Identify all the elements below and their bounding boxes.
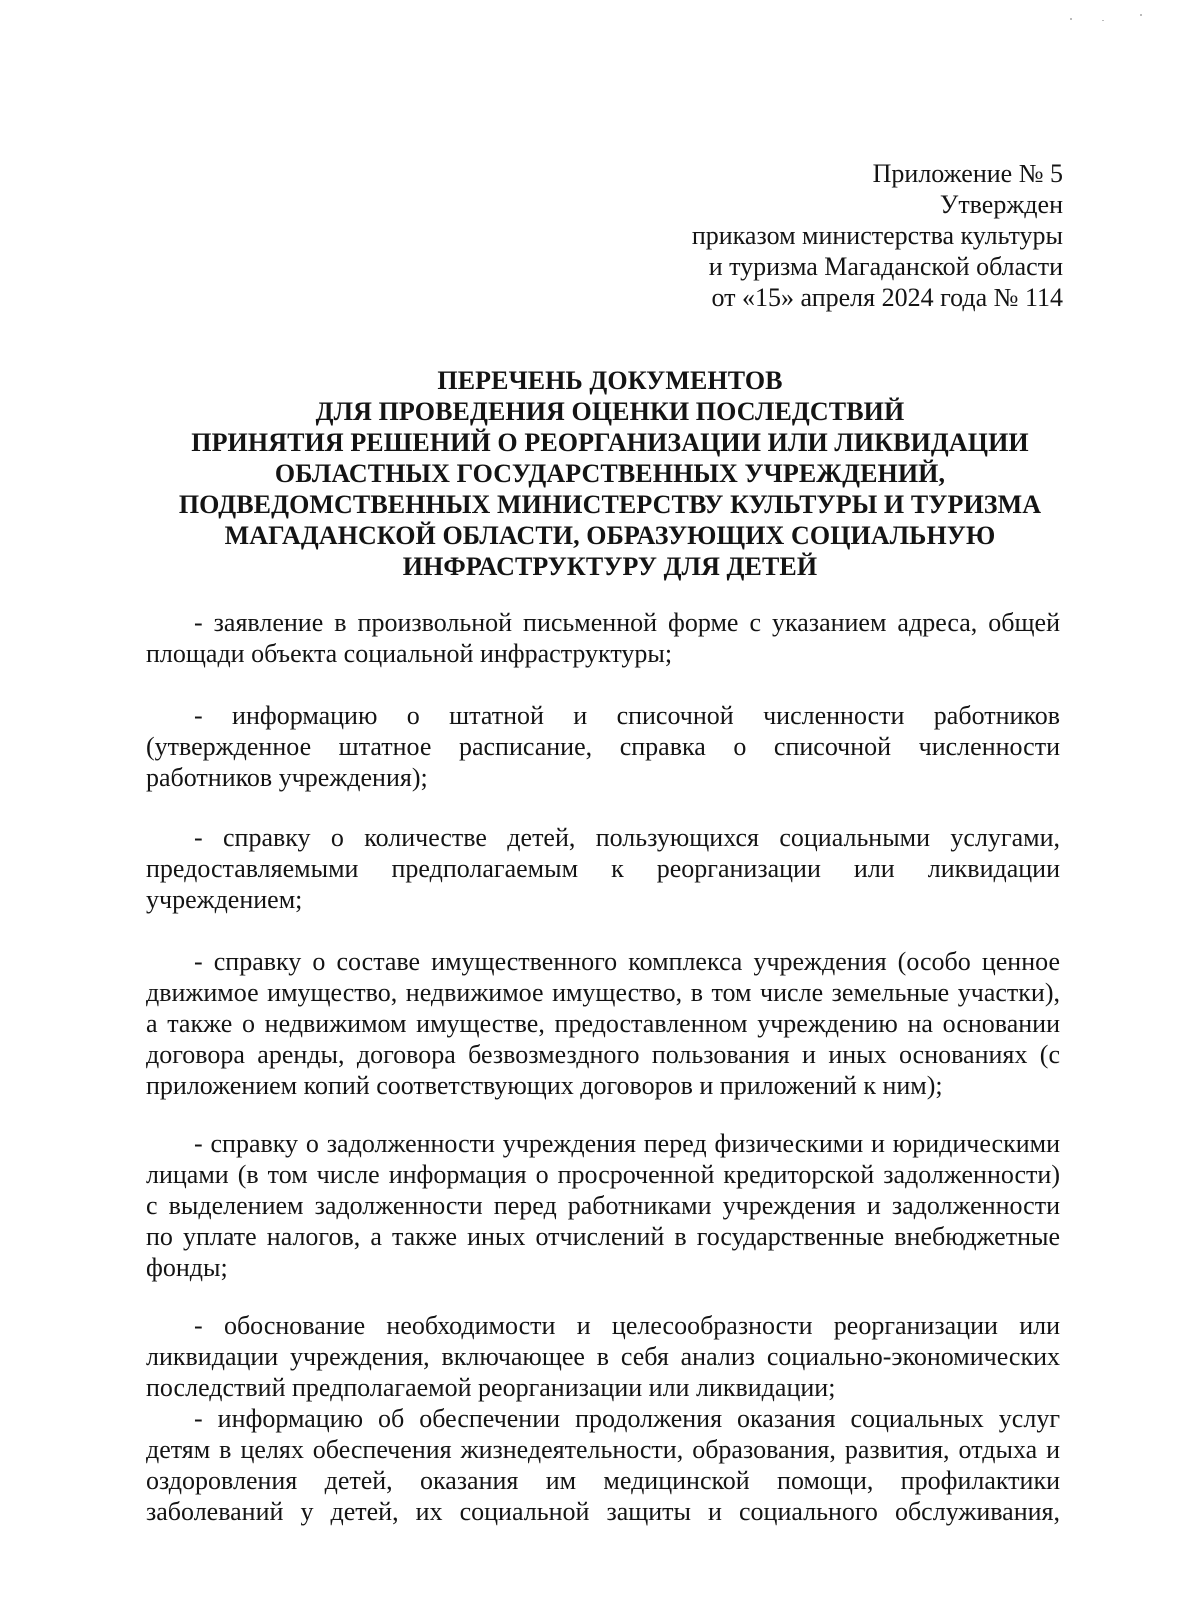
list-item-children-count bbox=[146, 822, 1060, 915]
paragraph-line: - информацию об обеспечении продолжения оказания социальных услуг bbox=[194, 1404, 1060, 1433]
paragraph-line: ликвидации учреждения, включающее в себя анализ социально-экономических bbox=[146, 1342, 1060, 1371]
paragraph-line: фонды; bbox=[146, 1253, 228, 1282]
paragraph-line: - справку о задолженности учреждения перед физическими и юридическими bbox=[194, 1129, 1060, 1158]
scan-speck bbox=[1102, 20, 1104, 21]
approved-label: Утвержден bbox=[939, 190, 1063, 219]
paragraph-line: - справку о составе имущественного комплекса учреждения (особо ценное bbox=[194, 947, 1060, 976]
list-item-application bbox=[146, 607, 1060, 669]
paragraph-line: а также о недвижимом имуществе, предоставленном учреждению на основании bbox=[146, 1009, 1060, 1038]
paragraph-line: детям в целях обеспечения жизнедеятельности, образования, развития, отдыха и bbox=[146, 1435, 1060, 1464]
appendix-number: Приложение № 5 bbox=[872, 159, 1063, 188]
paragraph-line: заболеваний у детей, их социальной защиты и социального обслуживания, bbox=[146, 1497, 1060, 1526]
paragraph-line: приложением копий соответствующих договоров и приложений к ним); bbox=[146, 1071, 943, 1100]
title-line: ПОДВЕДОМСТВЕННЫХ МИНИСТЕРСТВУ КУЛЬТУРЫ И ТУРИЗМА bbox=[178, 490, 1042, 519]
paragraph-line: лицами (в том числе информация о просроченной кредиторской задолженности) bbox=[146, 1160, 1060, 1189]
approval-order-line-2: и туризма Магаданской области bbox=[708, 252, 1063, 281]
paragraph-line: - информацию о штатной и списочной численности работников bbox=[194, 701, 1060, 730]
paragraph-line: - справку о количестве детей, пользующихся социальными услугами, bbox=[194, 823, 1060, 852]
paragraph-line: площади объекта социальной инфраструктуры; bbox=[146, 639, 673, 668]
paragraph-line: учреждением; bbox=[146, 885, 303, 914]
list-item-service-continuity bbox=[146, 1403, 1060, 1527]
paragraph-line: договора аренды, договора безвозмездного пользования и иных основаниях (с bbox=[146, 1040, 1060, 1069]
paragraph-line: - обоснование необходимости и целесообразности реорганизации или bbox=[194, 1311, 1060, 1340]
list-item-property-complex bbox=[146, 946, 1060, 1101]
paragraph-line: оздоровления детей, оказания им медицинской помощи, профилактики bbox=[146, 1466, 1060, 1495]
paragraph-line: по уплате налогов, а также иных отчислений в государственные внебюджетные bbox=[146, 1222, 1060, 1251]
paragraph-line: последствий предполагаемой реорганизации или ликвидации; bbox=[146, 1373, 836, 1402]
title-line: ПЕРЕЧЕНЬ ДОКУМЕНТОВ bbox=[437, 366, 783, 395]
document-title bbox=[150, 365, 1070, 582]
approval-order-date: от «15» апреля 2024 года № 114 bbox=[711, 283, 1063, 312]
list-item-staff-info bbox=[146, 700, 1060, 793]
paragraph-line: - заявление в произвольной письменной форме с указанием адреса, общей bbox=[194, 608, 1060, 637]
scan-speck bbox=[1140, 14, 1142, 16]
title-line: МАГАДАНСКОЙ ОБЛАСТИ, ОБРАЗУЮЩИХ СОЦИАЛЬНУЮ bbox=[224, 521, 996, 550]
paragraph-line: (утвержденное штатное расписание, справка о списочной численности bbox=[146, 732, 1060, 761]
title-line: ИНФРАСТРУКТУРУ ДЛЯ ДЕТЕЙ bbox=[402, 552, 818, 581]
paragraph-line: движимое имущество, недвижимое имущество, в том числе земельные участки), bbox=[146, 978, 1060, 1007]
paragraph-line: работников учреждения); bbox=[146, 763, 428, 792]
paragraph-line: предоставляемыми предполагаемым к реорганизации или ликвидации bbox=[146, 854, 1060, 883]
title-line: ПРИНЯТИЯ РЕШЕНИЙ О РЕОРГАНИЗАЦИИ ИЛИ ЛИКВИДАЦИИ bbox=[191, 428, 1029, 457]
approval-header bbox=[692, 158, 1063, 313]
title-line: ОБЛАСТНЫХ ГОСУДАРСТВЕННЫХ УЧРЕЖДЕНИЙ, bbox=[274, 459, 946, 488]
list-item-debts bbox=[146, 1128, 1060, 1283]
title-line: ДЛЯ ПРОВЕДЕНИЯ ОЦЕНКИ ПОСЛЕДСТВИЙ bbox=[315, 397, 905, 426]
approval-order-line-1: приказом министерства культуры bbox=[691, 221, 1063, 250]
scan-speck bbox=[1070, 18, 1072, 20]
list-item-justification bbox=[146, 1310, 1060, 1403]
paragraph-line: с выделением задолженности перед работниками учреждения и задолженности bbox=[146, 1191, 1060, 1220]
